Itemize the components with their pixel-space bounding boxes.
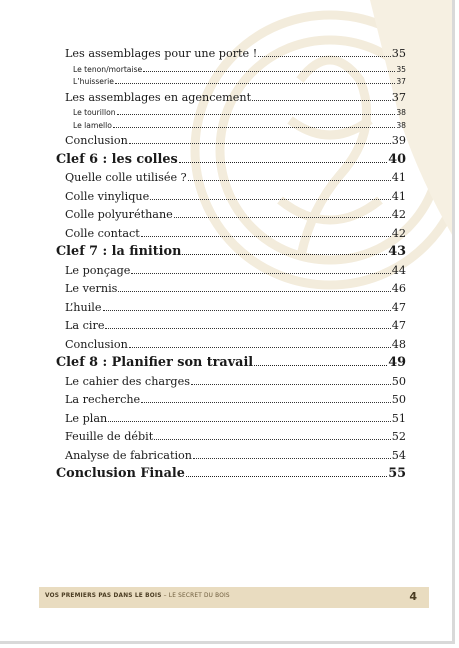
toc-section-row[interactable] bbox=[56, 373, 406, 392]
toc-dot-leader bbox=[258, 48, 391, 57]
toc-dot-leader bbox=[141, 395, 391, 404]
toc-entry-label: Clef 6 : les colles bbox=[56, 151, 178, 167]
toc-dot-leader bbox=[191, 376, 391, 385]
toc-entry-page: 54 bbox=[391, 448, 406, 462]
toc-dot-leader bbox=[115, 78, 395, 84]
toc-section-row[interactable] bbox=[56, 225, 406, 244]
toc-section-row[interactable] bbox=[56, 45, 406, 64]
toc-subsection-row[interactable] bbox=[56, 120, 406, 133]
toc-entry-page: 37 bbox=[391, 90, 406, 104]
toc-entry-label: Conclusion bbox=[65, 134, 128, 148]
toc-entry-label: La cire bbox=[65, 319, 105, 333]
toc-entry-label: Clef 7 : la finition bbox=[56, 244, 182, 260]
toc-entry-page: 41 bbox=[391, 189, 406, 203]
toc-entry-label: Colle polyuréthane bbox=[65, 208, 173, 222]
toc-entry-page: 50 bbox=[391, 374, 406, 388]
toc-dot-leader bbox=[174, 210, 391, 219]
table-of-contents bbox=[56, 45, 406, 484]
toc-entry-label: Le tenon/mortaise bbox=[73, 64, 143, 74]
toc-dot-leader bbox=[117, 109, 396, 115]
toc-dot-leader bbox=[129, 339, 391, 348]
toc-entry-page: 52 bbox=[391, 430, 406, 444]
toc-subsection-row[interactable] bbox=[56, 64, 406, 77]
toc-entry-page: 47 bbox=[391, 319, 406, 333]
toc-dot-leader bbox=[182, 245, 387, 255]
toc-chapter-row[interactable] bbox=[56, 465, 406, 484]
toc-entry-page: 42 bbox=[391, 226, 406, 240]
footer-title bbox=[45, 593, 230, 599]
toc-entry-page: 41 bbox=[391, 171, 406, 185]
toc-entry-label: L’huile bbox=[65, 300, 102, 314]
toc-entry-label: Colle vinylique bbox=[65, 189, 150, 203]
toc-section-row[interactable] bbox=[56, 391, 406, 410]
toc-dot-leader bbox=[141, 228, 391, 237]
toc-entry-label: Le cahier des charges bbox=[65, 374, 190, 388]
toc-entry-label: Le plan bbox=[65, 411, 108, 425]
toc-entry-label: La recherche bbox=[65, 393, 141, 407]
toc-entry-label: Clef 8 : Planifier son travail bbox=[56, 355, 254, 371]
toc-entry-page: 42 bbox=[391, 208, 406, 222]
toc-dot-leader bbox=[254, 356, 387, 366]
toc-subsection-row[interactable] bbox=[56, 76, 406, 89]
toc-entry-page: 35 bbox=[396, 64, 406, 74]
toc-chapter-row[interactable] bbox=[56, 354, 406, 373]
toc-section-row[interactable] bbox=[56, 280, 406, 299]
footer-book-subtitle: LE SECRET DU BOIS bbox=[168, 593, 230, 599]
toc-section-row[interactable] bbox=[56, 336, 406, 355]
toc-dot-leader bbox=[129, 136, 391, 145]
toc-section-row[interactable] bbox=[56, 89, 406, 108]
toc-dot-leader bbox=[179, 153, 387, 163]
toc-dot-leader bbox=[193, 450, 391, 459]
toc-section-row[interactable] bbox=[56, 299, 406, 318]
toc-chapter-row[interactable] bbox=[56, 243, 406, 262]
toc-section-row[interactable] bbox=[56, 132, 406, 151]
toc-entry-page: 55 bbox=[388, 466, 406, 482]
toc-dot-leader bbox=[108, 413, 391, 422]
toc-section-row[interactable] bbox=[56, 447, 406, 466]
toc-section-row[interactable] bbox=[56, 169, 406, 188]
toc-dot-leader bbox=[252, 92, 391, 101]
toc-section-row[interactable] bbox=[56, 428, 406, 447]
toc-entry-label: Colle contact bbox=[65, 226, 140, 240]
toc-dot-leader bbox=[105, 321, 390, 330]
toc-section-row[interactable] bbox=[56, 262, 406, 281]
toc-entry-label: Le tourillon bbox=[73, 108, 116, 118]
footer-page-number: 4 bbox=[409, 590, 417, 603]
toc-entry-page: 49 bbox=[388, 355, 406, 371]
toc-entry-page: 50 bbox=[391, 393, 406, 407]
toc-entry-page: 43 bbox=[388, 244, 406, 260]
toc-entry-label: L’huisserie bbox=[73, 77, 114, 87]
footer-book-title: VOS PREMIERS PAS DANS LE BOIS bbox=[45, 593, 162, 599]
toc-entry-page: 38 bbox=[396, 108, 406, 118]
toc-entry-page: 40 bbox=[388, 151, 406, 167]
toc-section-row[interactable] bbox=[56, 206, 406, 225]
toc-entry-page: 37 bbox=[396, 77, 406, 87]
toc-subsection-row[interactable] bbox=[56, 107, 406, 120]
toc-dot-leader bbox=[131, 265, 390, 274]
toc-entry-label: Feuille de débit bbox=[65, 430, 154, 444]
toc-entry-label: Les assemblages en agencement bbox=[65, 90, 252, 104]
toc-entry-label: Le lamello bbox=[73, 120, 112, 130]
toc-dot-leader bbox=[150, 191, 391, 200]
toc-section-row[interactable] bbox=[56, 317, 406, 336]
toc-entry-label: Conclusion bbox=[65, 337, 128, 351]
toc-dot-leader bbox=[113, 121, 395, 127]
footer-separator: – bbox=[161, 593, 169, 599]
toc-entry-page: 48 bbox=[391, 337, 406, 351]
toc-entry-page: 38 bbox=[396, 120, 406, 130]
toc-entry-page: 44 bbox=[391, 263, 406, 277]
toc-entry-page: 47 bbox=[391, 300, 406, 314]
page-footer bbox=[39, 587, 429, 608]
toc-entry-label: Quelle colle utilisée ? bbox=[65, 171, 187, 185]
toc-entry-page: 35 bbox=[391, 47, 406, 60]
toc-dot-leader bbox=[188, 173, 391, 182]
toc-entry-label: Les assemblages pour une porte ! bbox=[65, 47, 258, 60]
toc-entry-label: Le vernis bbox=[65, 282, 118, 296]
toc-entry-label: Conclusion Finale bbox=[56, 466, 185, 482]
toc-dot-leader bbox=[143, 65, 395, 71]
toc-entry-page: 51 bbox=[391, 411, 406, 425]
toc-dot-leader bbox=[186, 467, 387, 477]
toc-dot-leader bbox=[154, 432, 391, 441]
toc-entry-label: Le ponçage bbox=[65, 263, 131, 277]
toc-dot-leader bbox=[103, 302, 391, 311]
toc-section-row[interactable] bbox=[56, 410, 406, 429]
toc-entry-page: 39 bbox=[391, 134, 406, 148]
toc-section-row[interactable] bbox=[56, 188, 406, 207]
toc-entry-label: Analyse de fabrication bbox=[65, 448, 192, 462]
toc-chapter-row[interactable] bbox=[56, 151, 406, 170]
toc-dot-leader bbox=[118, 284, 390, 293]
toc-entry-page: 46 bbox=[391, 282, 406, 296]
